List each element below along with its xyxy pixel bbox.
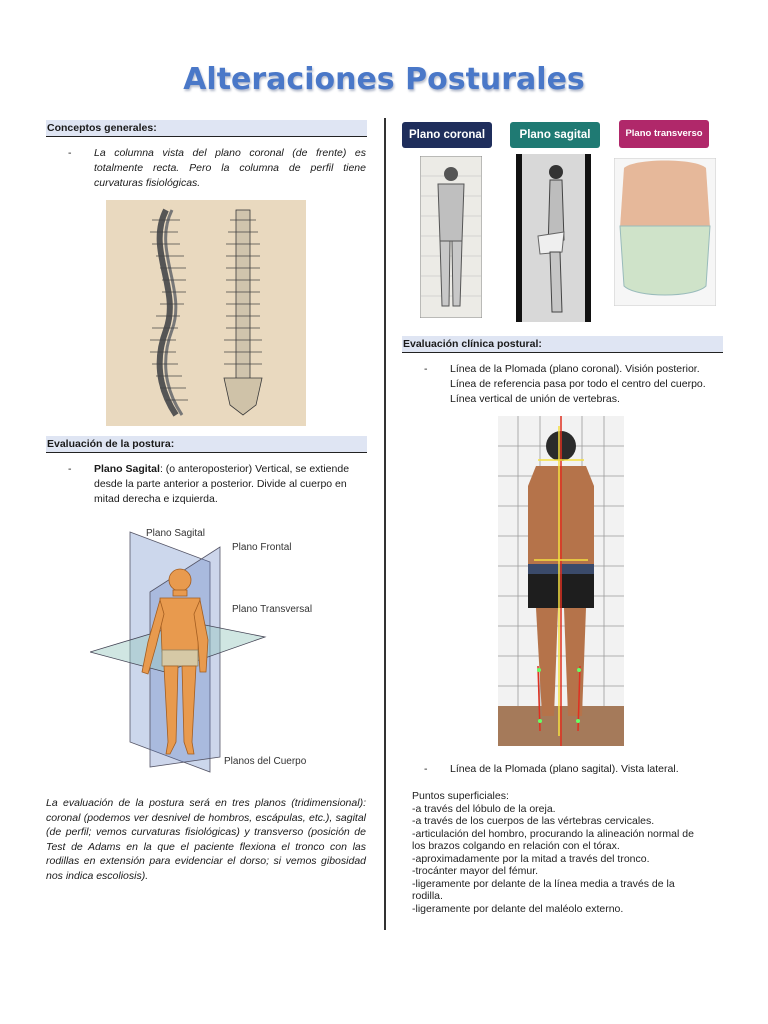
puntos-line: Puntos superficiales: — [412, 790, 509, 802]
plomada-coronal-photo — [498, 416, 624, 746]
puntos-line: los brazos colgando en relación con el tórax. — [412, 840, 620, 852]
section-evaluacion-clinica: Evaluación clínica postural: — [402, 336, 723, 353]
body-planes-drawing — [90, 522, 340, 782]
label-planos-del-cuerpo: Planos del Cuerpo — [224, 756, 307, 767]
column-divider — [384, 118, 386, 930]
puntos-line: -articulación del hombro, procurando la alineación normal de — [412, 827, 694, 840]
plano-sagital-desc: : (o anteroposterior) Vertical, se extiende desde la parte anterior a posterior. Divide al cuerpo en mitad derecha e izquierda. — [94, 463, 350, 505]
bullet-dash: - — [68, 147, 72, 159]
section-conceptos-generales: Conceptos generales: — [46, 120, 367, 137]
bullet-plomada-sagital-text: Línea de la Plomada (plano sagital). Vista lateral. — [450, 763, 679, 775]
spine-illustration — [106, 200, 306, 426]
label-plano-transversal: Plano Transversal — [232, 604, 313, 615]
bullet-plomada-coronal-text: Línea de la Plomada (plano coronal). Visión posterior. Línea de referencia pasa por todo el centro del cuerpo. Línea vertical de unión de vertebras. — [450, 363, 706, 405]
puntos-superficiales-list — [412, 790, 722, 915]
puntos-line: -aproximadamente por la mitad a través del tronco. — [412, 852, 650, 865]
puntos-line: -a través del lóbulo de la oreja. — [412, 802, 556, 815]
plano-transverso-label: Plano transverso — [619, 120, 709, 148]
puntos-line: -ligeramente por delante de la línea media a través de la — [412, 877, 675, 890]
puntos-line: -trocánter mayor del fémur. — [412, 865, 539, 877]
label-plano-sagital: Plano Sagital — [146, 528, 205, 539]
puntos-line: -a través de los cuerpos de las vértebras cervicales. — [412, 815, 655, 827]
puntos-line: -ligeramente por delante del maléolo externo. — [412, 902, 624, 915]
bullet-dash: - — [68, 463, 72, 475]
paragraph-evaluacion: La evaluación de la postura será en tres planos (tridimensional): coronal (podemos ver desnivel de hombros, escápulas, etc.), sagital (de perfil; vemos curvaturas fisiológicas) y transverso (posición de Test de Adams en la que el paciente flexiona el tronco con las rodillas en extensión para evidenciar el dorso; si vemos gibosidad nos indica escoliosis). — [46, 797, 366, 882]
plano-sagital-term: Plano Sagital — [94, 463, 160, 475]
plano-coronal-label: Plano coronal — [402, 122, 492, 148]
puntos-line: rodilla. — [412, 890, 443, 902]
coronal-photo — [420, 156, 482, 318]
transverso-photo — [614, 158, 716, 306]
label-plano-frontal: Plano Frontal — [232, 542, 292, 553]
bullet-plomada-coronal — [424, 362, 722, 408]
bullet-plomada-sagital — [424, 762, 722, 778]
bullet-columna — [68, 146, 366, 194]
bullet-plano-sagital-text — [94, 462, 366, 507]
page-title: Alteraciones Posturales — [183, 62, 585, 97]
bullet-dash: - — [424, 363, 428, 375]
bullet-dash: - — [424, 763, 428, 775]
body-planes-figure — [90, 522, 340, 782]
bullet-columna-text: La columna vista del plano coronal (de frente) es totalmente recta. Pero la columna de perfil tiene curvaturas fisiológicas. — [94, 147, 366, 189]
plano-sagital-label: Plano sagital — [510, 122, 600, 148]
bullet-plano-sagital — [68, 462, 366, 510]
section-evaluacion-postura: Evaluación de la postura: — [46, 436, 367, 453]
sagital-photo — [516, 154, 591, 322]
